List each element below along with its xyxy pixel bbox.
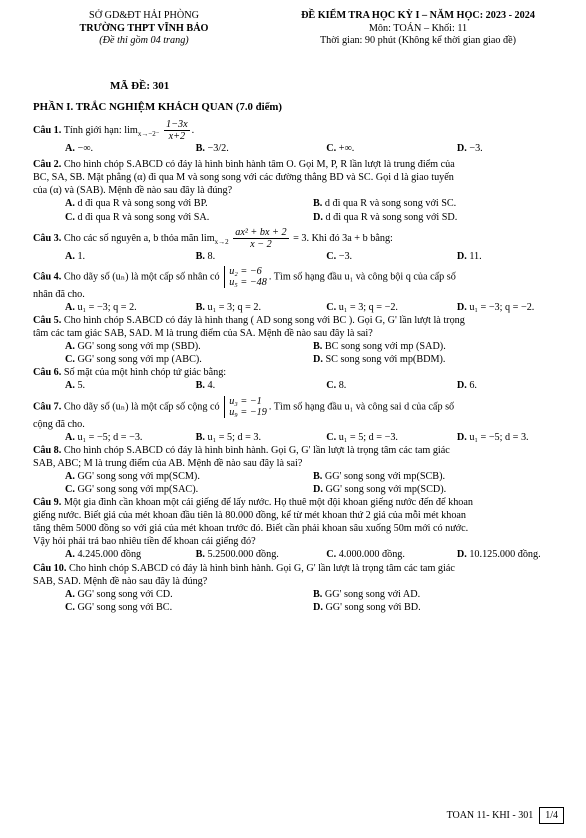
answer-options bbox=[33, 250, 561, 263]
option-letter: B. bbox=[313, 588, 323, 600]
question-text-line-1: Cho hình chóp S.ABCD có đáy là hình bình hành. Gọi G, G' lần lượt là trọng tâm các tam giác bbox=[68, 562, 455, 574]
answer-options bbox=[33, 379, 561, 392]
option-c[interactable]: C. d đi qua R và song song với SA. bbox=[65, 211, 210, 223]
option-d[interactable]: D. 11. bbox=[456, 250, 482, 262]
question-text-line-4: Vậy hỏi phải trả bao nhiêu tiền để khoan cái giếng đó? bbox=[33, 536, 256, 548]
option-letter: D. bbox=[313, 354, 323, 366]
option-c[interactable]: C. 4.000.000 đồng. bbox=[326, 549, 405, 561]
limit-subscript: x→2 bbox=[214, 237, 229, 246]
option-a[interactable]: A. 1. bbox=[65, 250, 86, 262]
option-letter: C. bbox=[326, 301, 337, 313]
question-text-line-2: giếng nước. Biết giá của mét khoan đầu tiên là 80.000 đồng, kể từ mét khoan thứ 2 giá của mỗi mét khoan bbox=[33, 510, 467, 522]
option-letter: C. bbox=[326, 250, 337, 262]
question-label: Câu 10. bbox=[33, 562, 67, 574]
time-line: Thời gian: 90 phút (Không kể thời gian giao đề) bbox=[319, 35, 517, 46]
question-label: Câu 2. bbox=[33, 159, 62, 171]
question-label: Câu 8. bbox=[33, 444, 62, 456]
footer-code: TOAN 11- KHI - 301 bbox=[446, 810, 534, 821]
option-letter: A. bbox=[65, 198, 75, 210]
option-b[interactable]: B. u₁ = 5; d = 3. bbox=[195, 431, 262, 443]
question-label: Câu 6. bbox=[33, 367, 62, 379]
answer-options bbox=[33, 353, 561, 366]
option-a[interactable]: A. GG' song song với mp (SBD). bbox=[65, 341, 201, 353]
answer-options bbox=[33, 588, 561, 601]
question-4 bbox=[33, 266, 561, 288]
option-d[interactable]: D. GG' song song với mp(SCD). bbox=[313, 483, 447, 495]
option-c[interactable]: C. u₁ = 5; d = −3. bbox=[326, 431, 398, 443]
option-a[interactable]: A. 4.245.000 đồng bbox=[65, 549, 142, 561]
question-text-line-1: Cho hình chóp S.ABCD có đáy là hình bình hành tâm O. Gọi M, P, R lần lượt là trung điểm của bbox=[63, 159, 455, 171]
equation-2: u₅ = −48 bbox=[229, 276, 267, 288]
question-label: Câu 3. bbox=[33, 232, 62, 244]
limit-subscript: x→−2⁻ bbox=[137, 129, 160, 138]
option-letter: C. bbox=[326, 431, 337, 443]
question-text-line-1: Một gia đình cần khoan một cái giếng để lấy nước. Họ thuê một đội khoan giếng nước đến để khoan bbox=[63, 497, 473, 509]
option-d[interactable]: D. d đi qua R và song song với SD. bbox=[313, 211, 458, 223]
option-b[interactable]: B. 5.2500.000 đồng. bbox=[195, 549, 279, 561]
answer-options bbox=[33, 431, 561, 444]
option-a[interactable]: A. GG' song song với mp(SCM). bbox=[65, 470, 200, 482]
option-letter: B. bbox=[195, 301, 205, 313]
equation-2: u₉ = −19 bbox=[229, 406, 267, 418]
option-letter: C. bbox=[65, 211, 75, 223]
numerator: ax² + bx + 2 bbox=[235, 226, 287, 238]
option-c[interactable]: C. u₁ = 3; q = −2. bbox=[326, 301, 398, 313]
option-b[interactable]: B. BC song song với mp (SAD). bbox=[313, 341, 446, 353]
answer-options bbox=[33, 548, 561, 561]
question-3 bbox=[33, 227, 561, 250]
question-text-line-3: tăng thêm 5000 đồng so với giá của mét khoan trước đó. Biết cần phải khoan sâu xuống 50m mới có nước. bbox=[33, 523, 469, 535]
question-10 bbox=[33, 562, 561, 575]
question-text: Cho dãy số (uₙ) là một cấp số cộng có bbox=[63, 400, 220, 412]
option-letter: B. bbox=[313, 341, 323, 353]
option-a[interactable]: A. d đi qua R và song song với BP. bbox=[65, 198, 208, 210]
option-c[interactable]: C. +∞. bbox=[326, 143, 355, 155]
option-letter: D. bbox=[456, 301, 467, 313]
option-letter: B. bbox=[313, 198, 323, 210]
option-b[interactable]: B. −3/2. bbox=[195, 143, 229, 155]
option-d[interactable]: D. 10.125.000 đồng. bbox=[456, 549, 541, 561]
question-text: Tính giới hạn: lim bbox=[63, 124, 138, 136]
option-c[interactable]: C. −3. bbox=[326, 250, 353, 262]
question-tail: = 3. Khi đó 3a + b bằng: bbox=[293, 232, 393, 244]
option-c[interactable]: C. GG' song song với mp(SAC). bbox=[65, 483, 199, 495]
header-left bbox=[44, 10, 244, 48]
denominator: x+2 bbox=[168, 131, 186, 143]
question-text-line-2: SAB, ABC; M là trung điểm của AB. Mệnh đề nào sau đây là sai? bbox=[33, 457, 303, 469]
question-text-line-2: SAB, SAD. Mệnh đề nào sau đây là đúng? bbox=[33, 575, 208, 587]
option-letter: B. bbox=[195, 250, 205, 262]
option-b[interactable]: B. u₁ = 3; q = 2. bbox=[195, 301, 262, 313]
option-letter: D. bbox=[456, 380, 467, 392]
option-letter: C. bbox=[65, 601, 75, 613]
exam-content bbox=[33, 100, 561, 614]
answer-options bbox=[33, 301, 561, 314]
question-text-line-3: của (α) và (SAB). Mệnh đề nào sau đây là đúng? bbox=[33, 185, 233, 197]
option-letter: D. bbox=[456, 549, 467, 561]
option-letter: A. bbox=[65, 549, 75, 561]
question-label: Câu 7. bbox=[33, 400, 62, 412]
option-letter: C. bbox=[65, 483, 75, 495]
equation-system bbox=[224, 266, 267, 288]
answer-options bbox=[33, 197, 561, 210]
fraction bbox=[164, 119, 190, 142]
question-5 bbox=[33, 314, 561, 327]
option-letter: A. bbox=[65, 470, 75, 482]
option-a[interactable]: A. −∞. bbox=[65, 143, 94, 155]
question-text-line-2: nhân đã cho. bbox=[33, 288, 85, 300]
question-text-line-2: cộng đã cho. bbox=[33, 418, 85, 430]
option-c[interactable]: C. GG' song song với mp (ABC). bbox=[65, 354, 202, 366]
question-8 bbox=[33, 444, 561, 457]
question-label: Câu 9. bbox=[33, 497, 62, 509]
denominator: x − 2 bbox=[250, 238, 272, 250]
option-letter: D. bbox=[313, 211, 323, 223]
page-count-note: (Đề thi gồm 04 trang) bbox=[99, 35, 189, 46]
option-d[interactable]: D. SC song song với mp(BDM). bbox=[313, 354, 446, 366]
option-letter: A. bbox=[65, 341, 75, 353]
question-text-line-1: Cho hình chóp S.ABCD có đáy là hình thang ( AD song song với BC ). Gọi G, G' lần lượt là trọng bbox=[63, 314, 465, 326]
answer-options bbox=[33, 211, 561, 224]
question-text-line-2: BC, SA, SB. Mặt phẳng (α) đi qua M và song song với các đường thẳng BD và SC. Gọi d là giao tuyến bbox=[33, 172, 454, 184]
exam-title: ĐỀ KIỂM TRA HỌC KỲ I – NĂM HỌC: 2023 - 2024 bbox=[301, 10, 535, 21]
option-a[interactable]: A. GG' song song với CD. bbox=[65, 588, 173, 600]
option-d[interactable]: D. −3. bbox=[456, 143, 483, 155]
answer-options bbox=[33, 142, 561, 155]
subject-line: Môn: TOÁN – Khối: 11 bbox=[368, 22, 468, 34]
option-letter: A. bbox=[65, 250, 75, 262]
option-d[interactable]: D. GG' song song với BD. bbox=[313, 601, 421, 613]
option-d[interactable]: D. u₁ = −3; q = −2. bbox=[456, 301, 535, 313]
option-letter: A. bbox=[65, 588, 75, 600]
option-letter: D. bbox=[456, 250, 467, 262]
option-letter: A. bbox=[65, 380, 75, 392]
option-letter: D. bbox=[313, 483, 323, 495]
option-letter: C. bbox=[65, 354, 75, 366]
option-b[interactable]: B. d đi qua R và song song với SC. bbox=[313, 198, 457, 210]
exam-code: MÃ ĐỀ: 301 bbox=[110, 80, 170, 92]
numerator: 1−3x bbox=[166, 119, 188, 131]
department-name: SỞ GD&ĐT HẢI PHÒNG bbox=[89, 10, 199, 21]
question-label: Câu 5. bbox=[33, 314, 62, 326]
option-letter: B. bbox=[195, 431, 205, 443]
answer-options bbox=[33, 483, 561, 496]
option-letter: C. bbox=[326, 549, 337, 561]
option-letter: B. bbox=[195, 380, 205, 392]
option-c[interactable]: C. GG' song song với BC. bbox=[65, 601, 173, 613]
option-b[interactable]: B. 4. bbox=[195, 380, 216, 392]
question-9 bbox=[33, 496, 561, 509]
answer-options bbox=[33, 601, 561, 614]
option-letter: A. bbox=[65, 143, 75, 155]
question-text: Cho dãy số (uₙ) là một cấp số nhân có bbox=[63, 271, 220, 283]
question-text-line-1: Cho hình chóp S.ABCD có đáy là hình bình hành. Gọi G, G' lần lượt là trọng tâm các tam giác bbox=[63, 444, 450, 456]
option-d[interactable]: D. u₁ = −5; d = 3. bbox=[456, 431, 529, 443]
option-letter: C. bbox=[326, 143, 337, 155]
school-name: TRƯỜNG THPT VĨNH BẢO bbox=[79, 22, 209, 34]
option-letter: D. bbox=[456, 431, 467, 443]
question-7 bbox=[33, 396, 561, 418]
option-d[interactable]: D. 6. bbox=[456, 380, 477, 392]
question-tail: . Tìm số hạng đầu u₁ và công bội q của cấp số bbox=[268, 271, 456, 283]
question-text: Cho các số nguyên a, b thỏa mãn lim bbox=[63, 232, 215, 244]
option-letter: B. bbox=[195, 549, 205, 561]
option-letter: A. bbox=[65, 301, 75, 313]
answer-options bbox=[33, 470, 561, 483]
question-2 bbox=[33, 158, 561, 171]
question-label: Câu 1. bbox=[33, 124, 62, 136]
question-text-line-2: tâm các tam giác SAB, SAD. M là trung điểm của SA. Mệnh đề nào sau đây là sai? bbox=[33, 328, 373, 340]
option-letter: B. bbox=[195, 143, 205, 155]
question-label: Câu 4. bbox=[33, 271, 62, 283]
option-a[interactable]: A. u₁ = −3; q = 2. bbox=[65, 301, 137, 313]
question-tail: . Tìm số hạng đầu u₁ và công sai d của cấp số bbox=[268, 400, 455, 412]
option-letter: B. bbox=[313, 470, 323, 482]
option-letter: D. bbox=[313, 601, 323, 613]
fraction bbox=[233, 227, 288, 250]
section-title: PHẦN I. TRẮC NGHIỆM KHÁCH QUAN (7.0 điểm) bbox=[33, 101, 283, 113]
equation-1: u₃ = −1 bbox=[229, 395, 262, 407]
option-b[interactable]: B. GG' song song với AD. bbox=[313, 588, 421, 600]
option-letter: A. bbox=[65, 431, 75, 443]
option-b[interactable]: B. GG' song song với mp(SCB). bbox=[313, 470, 446, 482]
option-a[interactable]: A. 5. bbox=[65, 380, 86, 392]
equation-system bbox=[224, 396, 267, 418]
question-6 bbox=[33, 366, 561, 379]
option-b[interactable]: B. 8. bbox=[195, 250, 216, 262]
option-c[interactable]: C. 8. bbox=[326, 380, 347, 392]
option-letter: D. bbox=[456, 143, 467, 155]
header-right bbox=[258, 10, 578, 48]
question-text: Số mặt của một hình chóp tứ giác bằng: bbox=[63, 367, 227, 379]
page-number: 1/4 bbox=[539, 807, 564, 824]
option-letter: C. bbox=[326, 380, 337, 392]
answer-options bbox=[33, 340, 561, 353]
option-a[interactable]: A. u₁ = −5; d = −3. bbox=[65, 431, 143, 443]
page-footer bbox=[447, 807, 564, 824]
equation-1: u₂ = −6 bbox=[229, 265, 262, 277]
question-1: Câu 1. Tính giới hạn: $\lim_{x\to-2^-}$ $\frac{1-3x}{x+2}$ . bbox=[33, 119, 195, 143]
